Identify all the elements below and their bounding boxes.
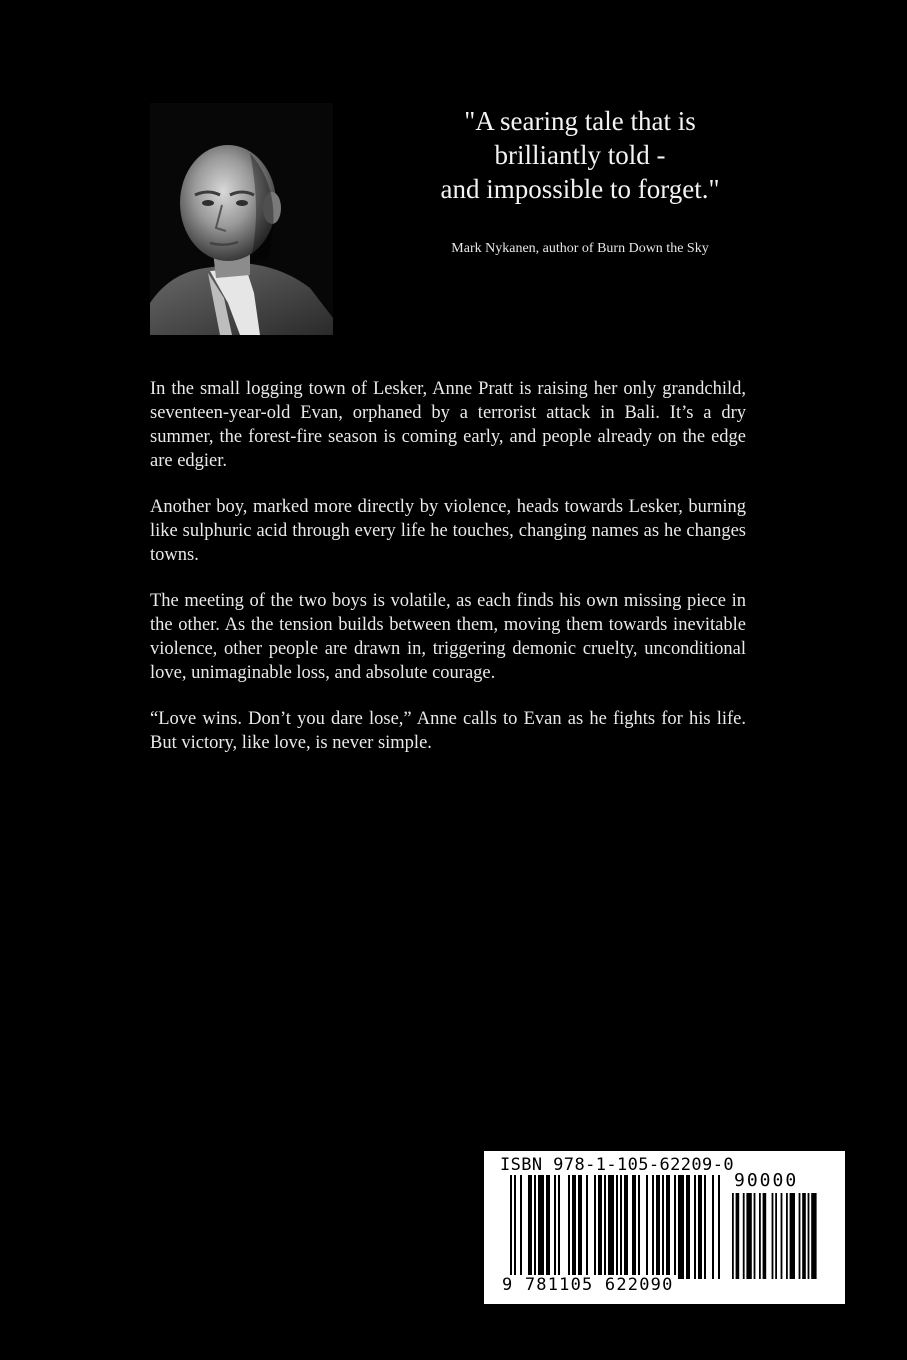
- barcode-bar: [666, 1175, 670, 1279]
- blurb-paragraph: The meeting of the two boys is volatile, as each finds his own missing piece in the other. As the tension builds between them, moving them towards inevitable violence, other people are drawn in, triggering demonic cruelty, unconditional love, unimaginable loss, and absolute courage.: [150, 591, 746, 683]
- barcode-bar: [638, 1175, 640, 1279]
- addon-barcode-bars: [732, 1193, 824, 1279]
- barcode-bar: [572, 1175, 576, 1279]
- barcode-bar: [624, 1175, 628, 1279]
- ean-digits: 9 781105 622090: [502, 1275, 674, 1295]
- barcode-bar: [594, 1175, 596, 1279]
- barcode-bar: [694, 1175, 696, 1279]
- barcode-bar: [662, 1175, 664, 1279]
- blurb-paragraph: In the small logging town of Lesker, Anne Pratt is raising her only grandchild, seventeen-year-old Evan, orphaned by a terrorist attack in Bali. It’s a dry summer, the forest-fire season is coming early, and people already on the edge are edgier.: [150, 379, 746, 471]
- barcode-bar: [746, 1193, 751, 1279]
- barcode-bar: [510, 1175, 512, 1279]
- barcode-bar: [775, 1193, 777, 1279]
- barcode-bar: [754, 1193, 756, 1279]
- barcode-bar: [786, 1193, 788, 1279]
- barcode-bar: [632, 1175, 636, 1279]
- blurb-paragraph: Another boy, marked more directly by violence, heads towards Lesker, burning like sulphuric acid through every life he touches, changing names as he changes towns.: [150, 497, 746, 565]
- barcode-bar: [520, 1175, 522, 1279]
- barcode-bar: [554, 1175, 556, 1279]
- barcode-bar: [802, 1193, 806, 1279]
- barcode-bar: [686, 1175, 690, 1279]
- barcode-bar: [656, 1175, 660, 1279]
- barcode-bar: [514, 1175, 516, 1279]
- barcode-bar: [646, 1175, 648, 1279]
- ean-barcode-bars: [510, 1175, 722, 1279]
- barcode-bar: [732, 1193, 734, 1279]
- barcode-bar: [534, 1175, 536, 1279]
- barcode-bar: [772, 1193, 774, 1279]
- barcode-bar: [604, 1175, 606, 1279]
- barcode-bar: [578, 1175, 582, 1279]
- barcode-bar: [718, 1175, 720, 1279]
- barcode-bar: [674, 1175, 676, 1279]
- barcode-bar: [678, 1175, 684, 1279]
- barcode-bar: [712, 1175, 714, 1279]
- barcode-bar: [759, 1193, 761, 1279]
- isbn-label: ISBN 978-1-105-62209-0: [500, 1155, 734, 1175]
- blurb-paragraph: “Love wins. Don’t you dare lose,” Anne calls to Evan as he fights for his life. But victory, like love, is never simple.: [150, 709, 746, 753]
- barcode-bar: [528, 1175, 532, 1279]
- barcode-bar: [568, 1175, 570, 1279]
- barcode-bar: [763, 1193, 767, 1279]
- barcode-bar: [799, 1193, 801, 1279]
- barcode-bar: [781, 1193, 783, 1279]
- author-photo: [150, 103, 333, 335]
- barcode-bar: [558, 1175, 560, 1279]
- barcode-bar: [586, 1175, 588, 1279]
- quote-line: brilliantly told -: [494, 140, 666, 170]
- barcode-bar: [620, 1175, 622, 1279]
- barcode-bar: [698, 1175, 702, 1279]
- barcode-bar: [808, 1193, 810, 1279]
- barcode-bar: [546, 1175, 550, 1279]
- barcode-bar: [743, 1193, 745, 1279]
- barcode-bar: [736, 1193, 740, 1279]
- barcode-bar: [608, 1175, 614, 1279]
- isbn-barcode: [484, 1151, 845, 1304]
- review-quote: [380, 104, 780, 206]
- barcode-bar: [704, 1175, 706, 1279]
- barcode-bar: [598, 1175, 602, 1279]
- barcode-bar: [811, 1193, 816, 1279]
- barcode-bar: [538, 1175, 544, 1279]
- quote-line: and impossible to forget.": [440, 174, 720, 204]
- barcode-bar: [790, 1193, 795, 1279]
- quote-line: "A searing tale that is: [464, 106, 696, 136]
- book-blurb: [150, 377, 746, 777]
- barcode-bar: [616, 1175, 618, 1279]
- barcode-bar: [652, 1175, 654, 1279]
- quote-attribution: Mark Nykanen, author of Burn Down the Sky: [451, 241, 709, 256]
- addon-digits: 90000: [734, 1170, 799, 1191]
